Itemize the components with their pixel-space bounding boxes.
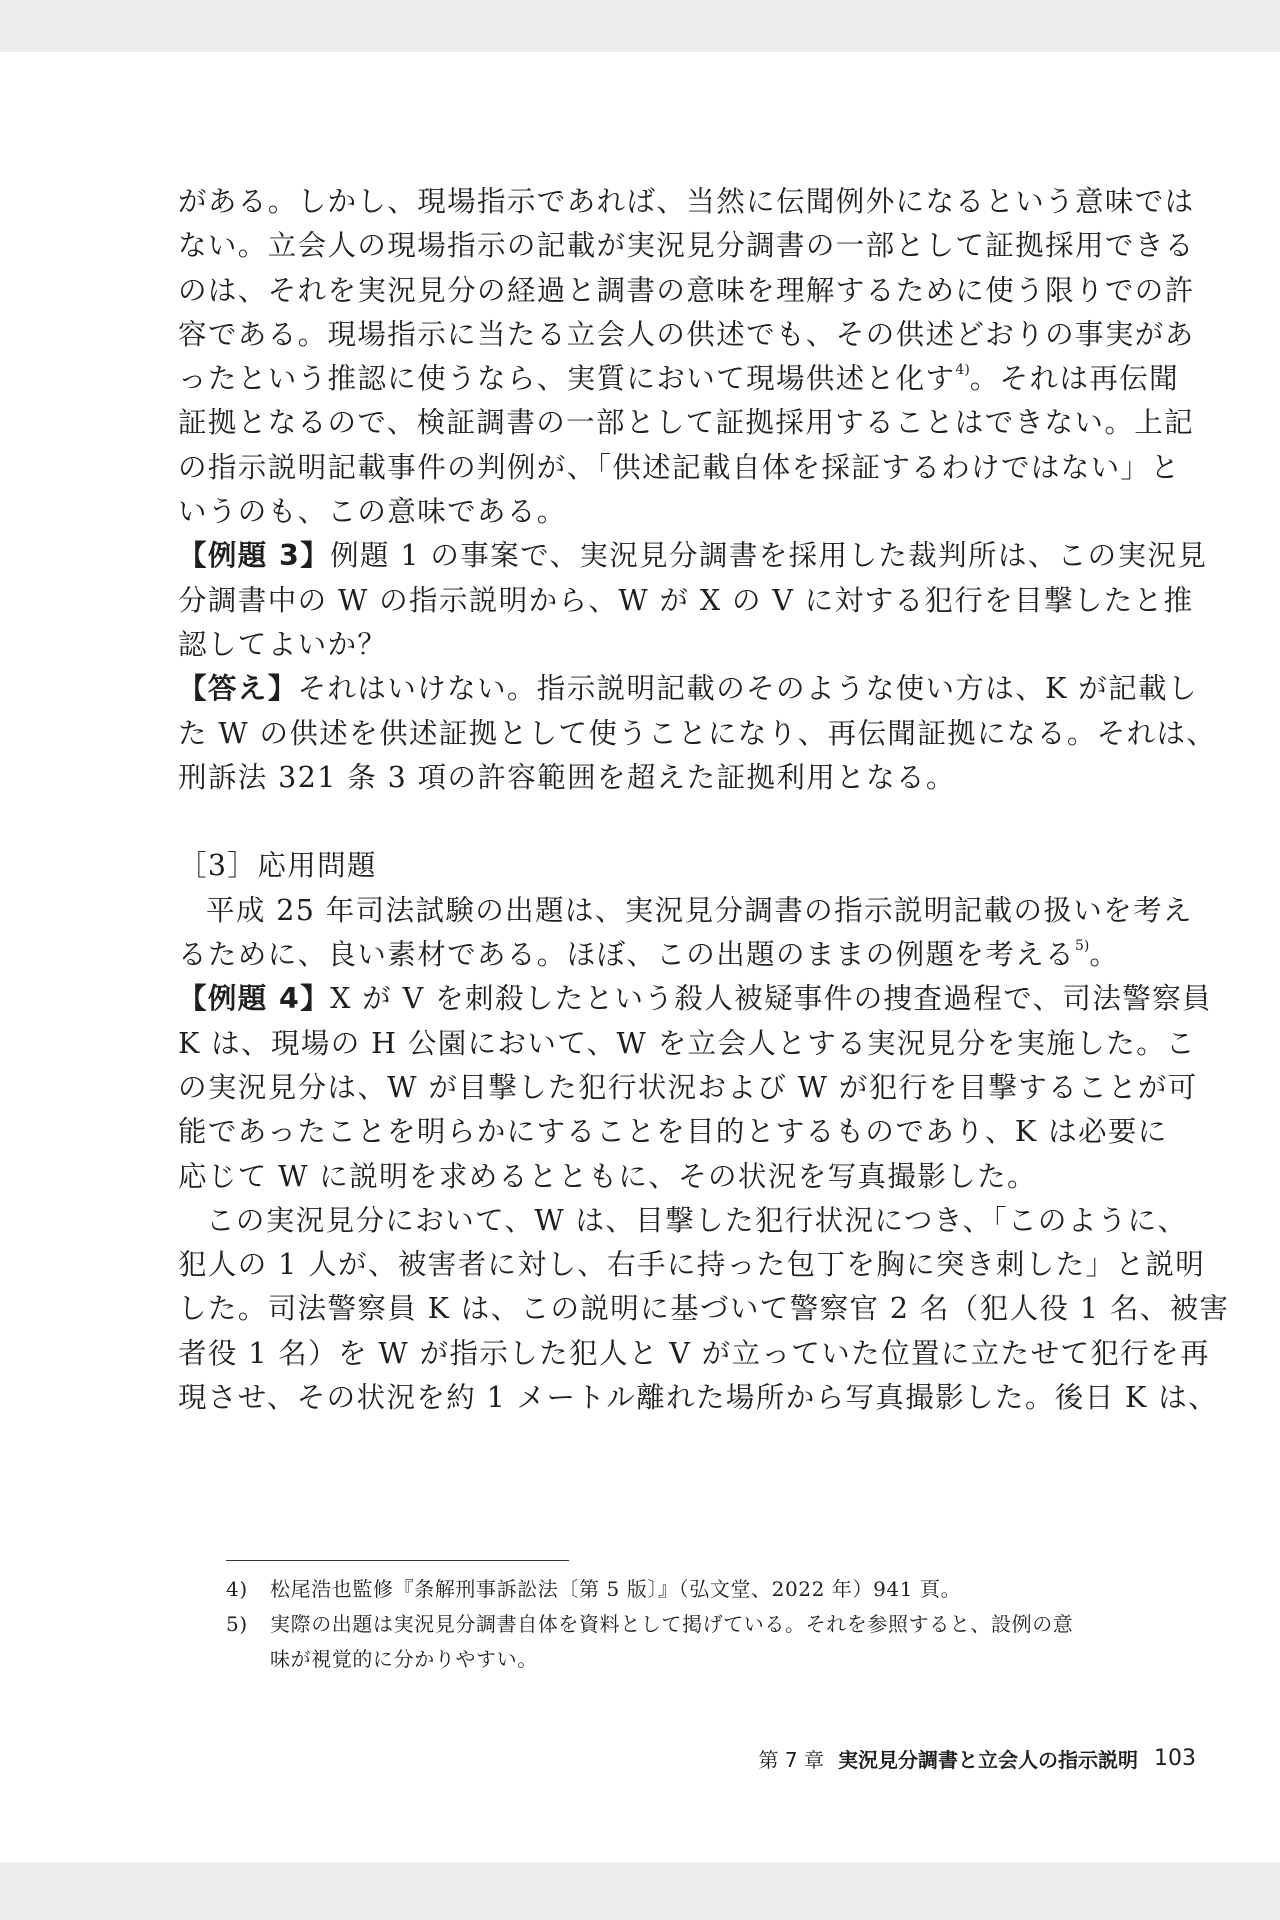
- footnote-line: 味が視覚的に分かりやすい。: [270, 1647, 538, 1671]
- footnotes: [226, 1572, 1136, 1677]
- text-line: 認してよいか？: [178, 627, 388, 661]
- text-line: 分調書中の W の指示説明から、W が X の V に対する犯行を目撃したと推: [178, 583, 1194, 617]
- text-line: 現させ、その状況を約 1 メートル離れた場所から写真撮影した。後日 K は、: [178, 1381, 1219, 1415]
- text-line: の実況見分は、W が目撃した犯行状況および W が犯行を目撃することが可: [178, 1070, 1198, 1104]
- text-line: 平成 25 年司法試験の出題は、実況見分調書の指示説明記載の扱いを考え: [206, 893, 1193, 927]
- footnote-text: [270, 1572, 961, 1607]
- paragraph-gap: [178, 800, 1134, 844]
- footnote-line: 実際の出題は実況見分調書自体を資料として掲げている。それを参照すると、設例の意: [270, 1612, 1074, 1636]
- example-3-label: 【例題 3】: [178, 539, 331, 573]
- example-4-line: [178, 977, 1212, 1021]
- section-heading: ［3］応用問題: [178, 849, 377, 883]
- text-segment: それはいけない。指示説明記載のそのような使い方は、K が記載し: [297, 672, 1198, 706]
- example-4-label: 【例題 4】: [178, 982, 331, 1016]
- text-line: [178, 933, 1134, 977]
- text-line: K は、現場の H 公園において、W を立会人とする実況見分を実施した。こ: [178, 1026, 1196, 1060]
- text-line: ない。立会人の現場指示の記載が実況見分調書の一部として証拠採用できる: [178, 229, 1195, 263]
- text-line: 能であったことを明らかにすることを目的とするものであり、K は必要に: [178, 1115, 1168, 1149]
- text-segment: ったという推認に使うなら、実質において現場供述と化す: [178, 362, 956, 396]
- footnote-text: [270, 1607, 1073, 1677]
- footnote-ref-4[interactable]: 4): [955, 362, 970, 379]
- text-segment: 。: [1089, 938, 1120, 972]
- main-text: [178, 180, 1230, 1420]
- text-segment: 例題 1 の事案で、実況見分調書を採用した裁判所は、この実況見: [330, 539, 1208, 573]
- footnote-5: [226, 1607, 1136, 1677]
- text-line: 容である。現場指示に当たる立会人の供述でも、その供述どおりの事実があ: [178, 317, 1195, 351]
- text-line: がある。しかし、現場指示であれば、当然に伝聞例外になるという意味では: [178, 185, 1195, 218]
- text-line: いうのも、この意味である。: [178, 495, 567, 529]
- text-segment: X が V を刺殺したという殺人被疑事件の捜査過程で、司法警察員: [330, 982, 1212, 1016]
- footnote-ref-5[interactable]: 5): [1075, 938, 1090, 955]
- text-line: した。司法警察員 K は、この説明に基づいて警察官 2 名（犯人役 1 名、被害: [178, 1292, 1230, 1326]
- text-line: 証拠となるので、検証調書の一部として証拠採用することはできない。上記: [178, 406, 1195, 440]
- footnote-line: 松尾浩也監修『条解刑事訴訟法〔第 5 版〕』（弘文堂、2022 年）941 頁。: [270, 1577, 962, 1601]
- chapter-title: 実況見分調書と立会人の指示説明: [838, 1747, 1138, 1772]
- example-3-line: [178, 534, 1208, 578]
- text-line: 者役 1 名）を W が指示した犯人と V が立っていた位置に立たせて犯行を再: [178, 1336, 1210, 1370]
- footnote-number: 5): [226, 1612, 248, 1636]
- footnote-divider: [226, 1560, 569, 1561]
- footnote-4: [226, 1572, 1136, 1607]
- page-number: 103: [1154, 1745, 1196, 1771]
- answer-line: [178, 667, 1198, 711]
- text-line: この実況見分において、W は、目撃した犯行状況につき、「このように、: [206, 1203, 1188, 1237]
- text-line: の指示説明記載事件の判例が、「供述記載自体を採証するわけではない」と: [178, 450, 1181, 484]
- text-segment: るために、良い素材である。ほぼ、この出題のままの例題を考える: [178, 938, 1076, 972]
- text-line: [178, 357, 1180, 401]
- text-segment: 。それは再伝聞: [969, 362, 1180, 396]
- running-footer: [700, 1740, 1196, 1776]
- text-line: 刑訴法 321 条 3 項の許容範囲を超えた証拠利用となる。: [178, 760, 956, 794]
- text-line: のは、それを実況見分の経過と調書の意味を理解するために使う限りでの許: [178, 273, 1195, 307]
- text-line: た W の供述を供述証拠として使うことになり、再伝聞証拠になる。それは、: [178, 716, 1217, 750]
- text-line: 応じて W に説明を求めるとともに、その状況を写真撮影した。: [178, 1159, 1037, 1193]
- answer-label: 【答え】: [178, 672, 298, 706]
- text-line: 犯人の 1 人が、被害者に対し、右手に持った包丁を胸に突き刺した」と説明: [178, 1248, 1206, 1282]
- chapter-label: 第 7 章: [758, 1747, 824, 1772]
- footnote-number: 4): [226, 1577, 248, 1601]
